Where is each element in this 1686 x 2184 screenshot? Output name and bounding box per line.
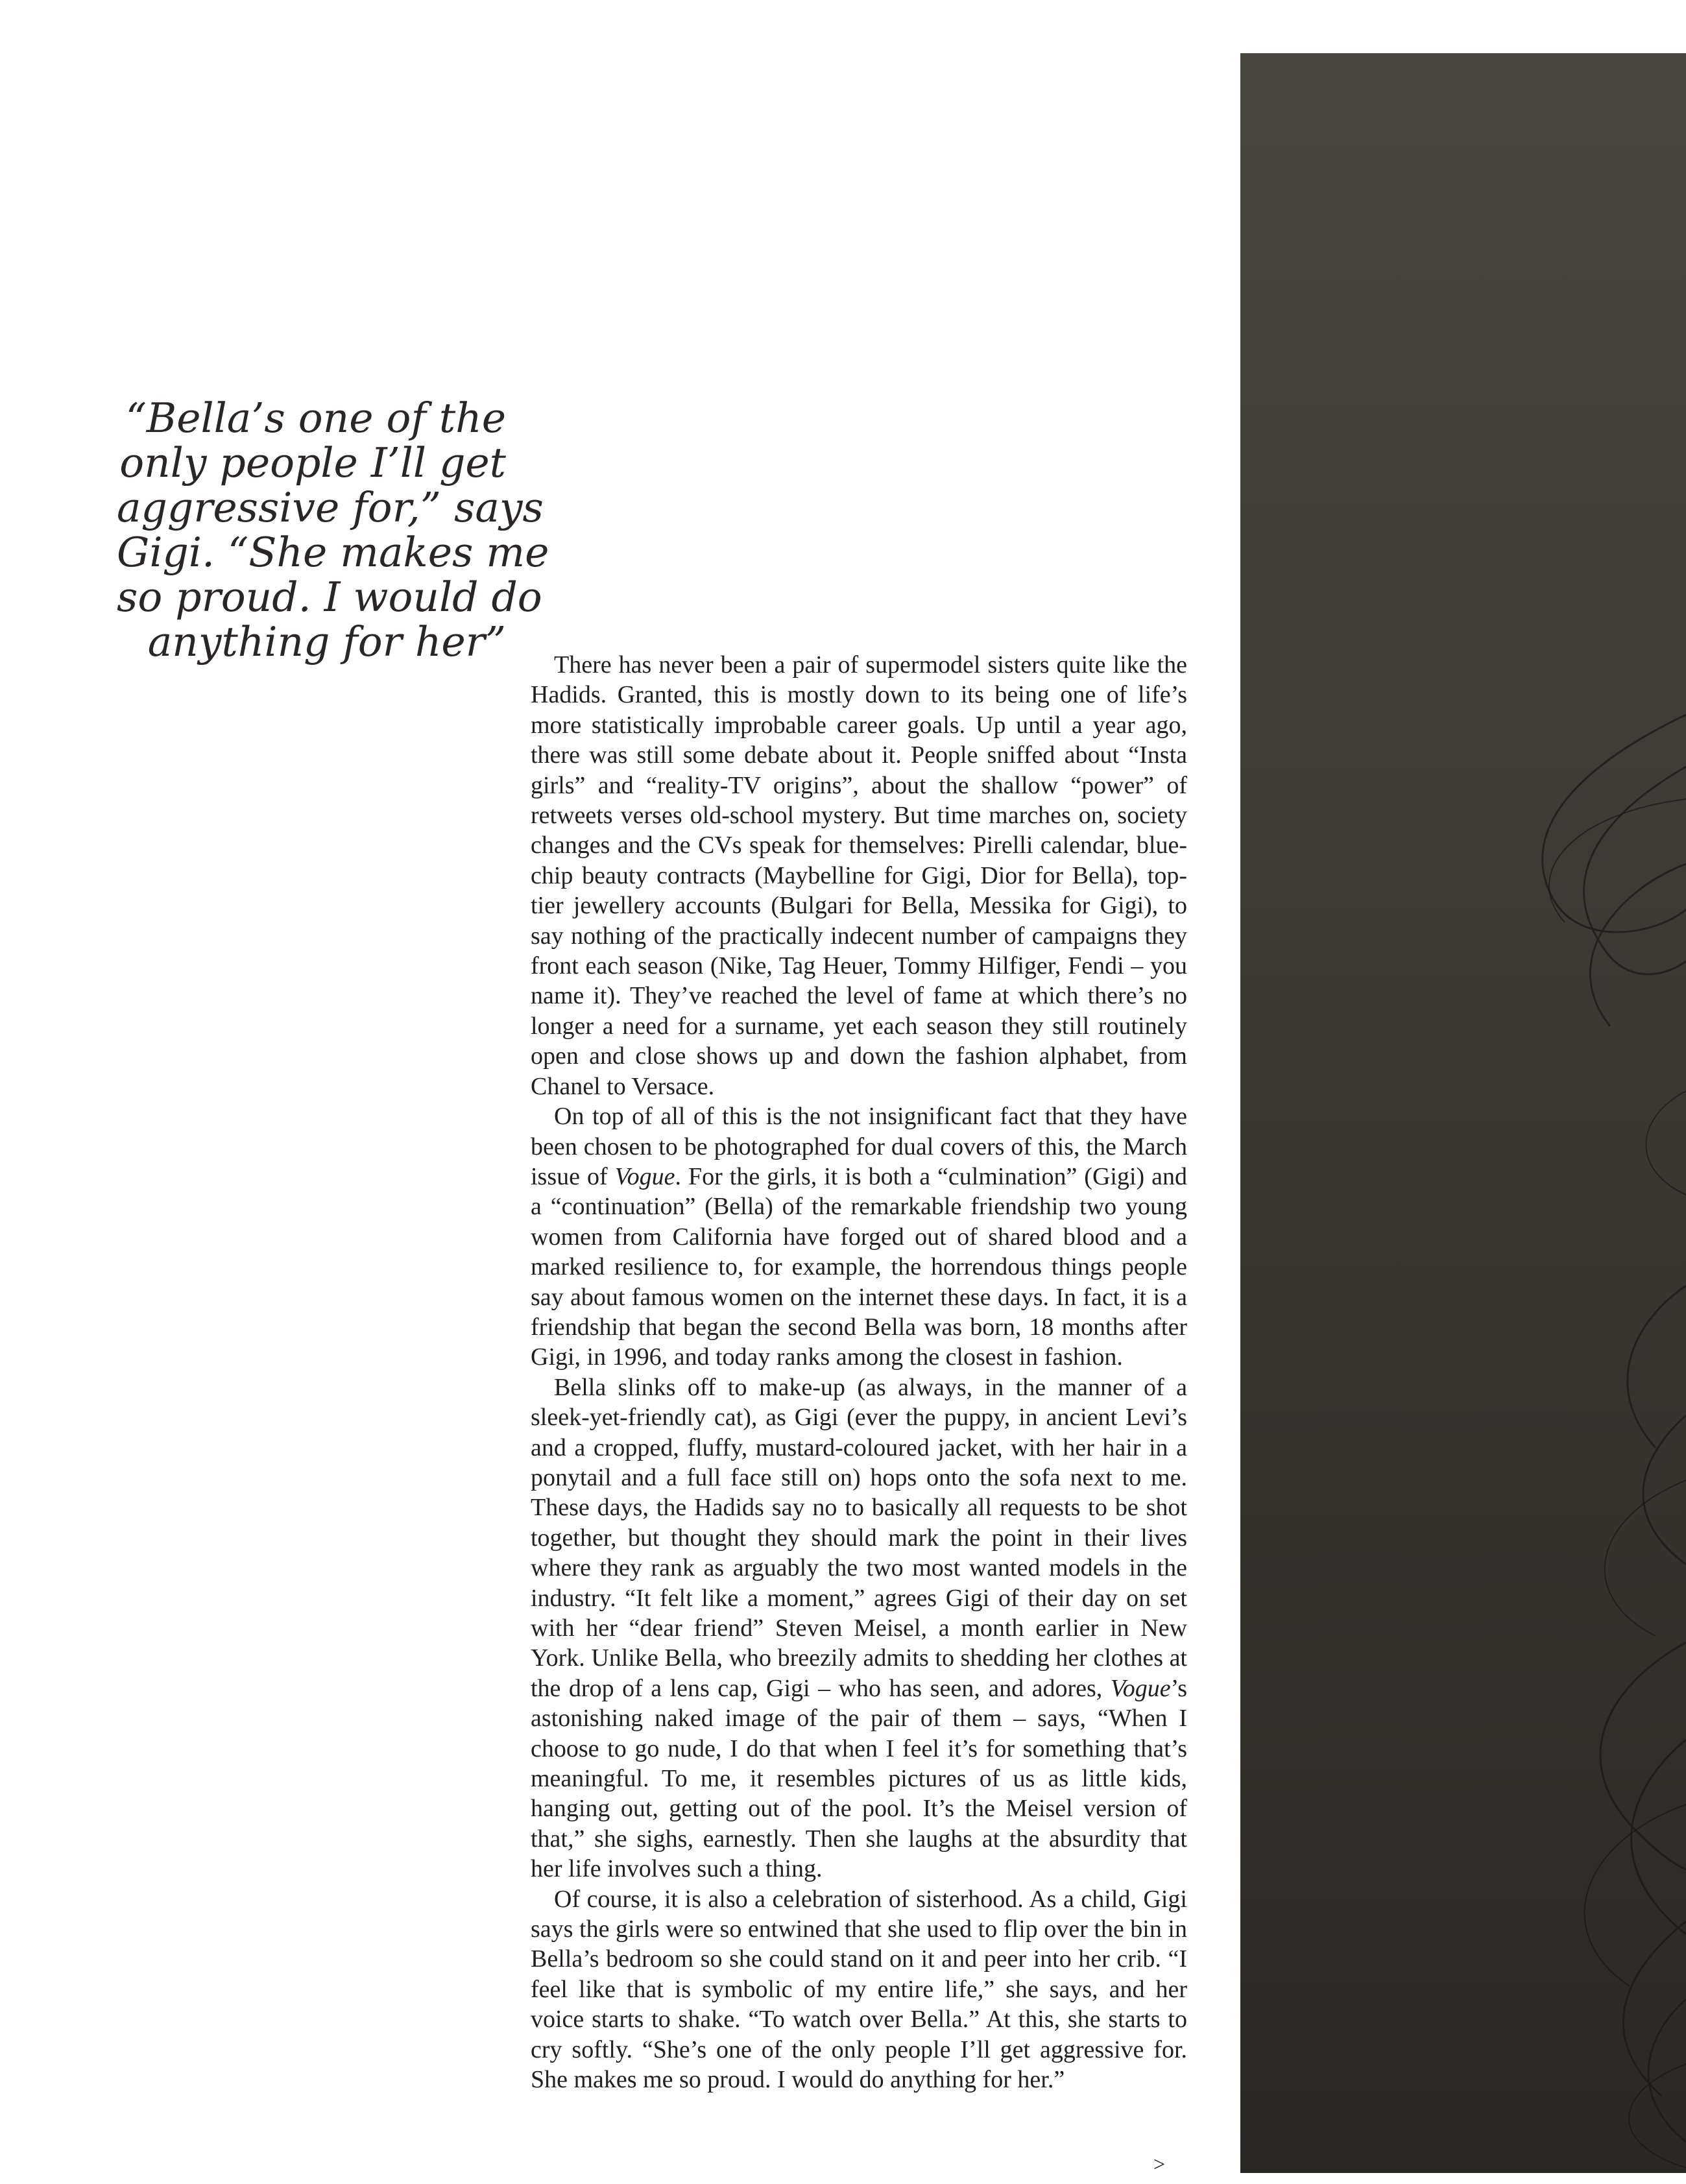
pull-quote <box>117 394 549 666</box>
article-text: ’s astonishing naked image of the pair of them – says, “When I choose to go nude, I do that when I feel it’s for something that’s meaningful. To me, it resembles pictures of us as little kids, hanging out, getting out of the pool. It’s the Meisel version of that,” she sighs, earnestly. Then she laughs at the absurdity that her life involves such a thing. <box>531 1674 1187 1883</box>
photo-dark-hair <box>1240 53 1686 2173</box>
pull-quote-line: aggressive for,” says <box>117 484 544 531</box>
continue-arrow-icon: > <box>1153 2152 1166 2176</box>
pull-quote-line: anything for her” <box>147 618 506 666</box>
pull-quote-line: so proud. I would do <box>117 573 542 621</box>
pull-quote-line: only people I’ll get <box>119 439 506 486</box>
article-text: Bella slinks off to make-up (as always, in the manner of a sleek-yet-friendly cat), as Gigi (ever the puppy, in ancient Levi’s and a cropped, fluffy, mustard-coloured jacket, with her hair in a ponytail and a full face still on) hops onto the sofa next to me. These days, the Hadids say no to basically all requests to be shot together, but thought they should mark the point in their lives where they rank as arguably the two most wanted models in the industry. “It felt like a moment,” agrees Gigi of their day on set with her “dear friend” Steven Meisel, a month earlier in New York. Unlike Bella, who breezily admits to shedding her clothes at the drop of a lens cap, Gigi – who has seen, and adores, <box>531 1373 1187 1702</box>
magazine-title: Vogue <box>1110 1674 1171 1702</box>
article-paragraph <box>531 1373 1187 1884</box>
hair-strands-illustration <box>1240 53 1686 2173</box>
article-body <box>531 650 1187 2095</box>
article-paragraph: Of course, it is also a celebration of sisterhood. As a child, Gigi says the girls were so entwined that she used to flip over the bin in Bella’s bedroom so she could stand on it and peer into her crib. “I feel like that is symbolic of my entire life,” she says, and her voice starts to shake. “To watch over Bella.” At this, she starts to cry softly. “She’s one of the only people I’ll get aggressive for. She makes me so proud. I would do anything for her.” <box>531 1885 1187 2094</box>
article-paragraph <box>531 1101 1187 1373</box>
article-paragraph: There has never been a pair of supermodel sisters quite like the Hadids. Granted, this is mostly down to its being one of life’s more statistically improbable career goals. Up until a year ago, there was still some debate about it. People sniffed about “Insta girls” and “reality-TV origins”, about the shallow “power” of retweets verses old-school mystery. But time marches on, society changes and the CVs speak for themselves: Pirelli calendar, blue-chip beauty contracts (Maybelline for Gigi, Dior for Bella), top-tier jewellery accounts (Bulgari for Bella, Messika for Gigi), to say nothing of the practically indecent number of campaigns they front each season (Nike, Tag Heuer, Tommy Hilfiger, Fendi – you name it). They’ve reached the level of fame at which there’s no longer a need for a surname, yet each season they still routinely open and close shows up and down the fashion alphabet, from Chanel to Versace. <box>531 651 1187 1100</box>
article-text: On top of all of this is the not insignificant fact that they have been chosen to be photographed for dual covers of this, the March issue of <box>531 1103 1187 1190</box>
pull-quote-line: Gigi. “She makes me <box>117 529 549 576</box>
article-text: . For the girls, it is both a “culmination” (Gigi) and a “continuation” (Bella) of the remarkable friendship two young women from California have forged out of shared blood and a marked resilience to, for example, the horrendous things people say about famous women on the internet these days. In fact, it is a friendship that began the second Bella was born, 18 months after Gigi, in 1996, and today ranks among the closest in fashion. <box>531 1162 1188 1371</box>
magazine-title: Vogue <box>614 1162 675 1190</box>
pull-quote-line: “Bella’s one of the <box>125 394 506 442</box>
